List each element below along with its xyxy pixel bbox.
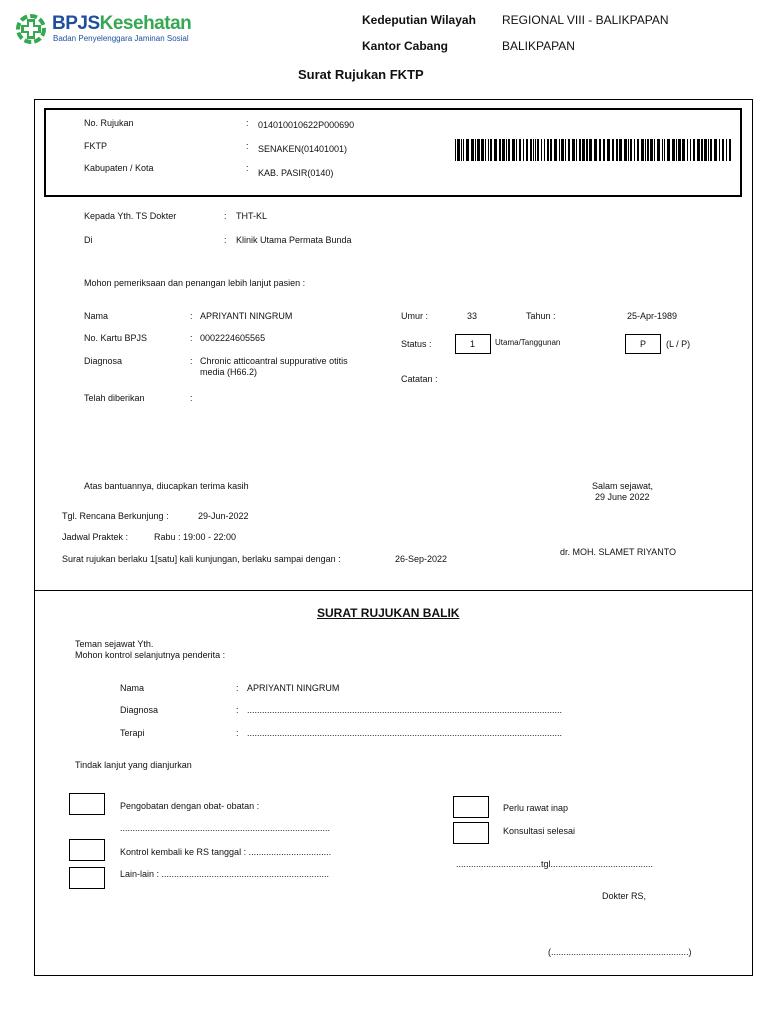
colon: :	[236, 728, 239, 738]
kartu-label: No. Kartu BPJS	[84, 333, 148, 343]
kedeputian-label: Kedeputian Wilayah	[362, 13, 476, 27]
kabupaten-label: Kabupaten / Kota	[84, 163, 154, 173]
option-lain-label: Lain-lain : ...................................................................	[120, 869, 330, 879]
option-obat-label: Pengobatan dengan obat- obatan :	[120, 801, 260, 811]
colon: :	[190, 311, 193, 321]
option-kontrol-label: Kontrol kembali ke RS tanggal : .................................	[120, 847, 332, 857]
no-rujukan-label: No. Rujukan	[84, 118, 134, 128]
di-label: Di	[84, 235, 93, 245]
no-rujukan-value: 014010010622P000690	[258, 120, 355, 130]
status-desc: Utama/Tanggunan	[495, 338, 561, 347]
salam-text: Salam sejawat,	[592, 481, 654, 491]
jadwal-label: Jadwal Praktek :	[62, 532, 129, 542]
document-frame	[34, 99, 753, 976]
option-rawat-label: Perlu rawat inap	[503, 803, 569, 813]
berlaku-value: 26-Sep-2022	[395, 554, 448, 564]
diagnosa-label: Diagnosa	[84, 356, 123, 366]
balik-diagnosa-label: Diagnosa	[120, 705, 159, 715]
di-value: Klinik Utama Permata Bunda	[236, 235, 352, 245]
kabupaten-value: KAB. PASIR(0140)	[258, 168, 334, 178]
jadwal-value: Rabu : 19:00 - 22:00	[154, 532, 237, 542]
kantor-value: BALIKPAPAN	[502, 39, 575, 53]
rencana-value: 29-Jun-2022	[198, 511, 249, 521]
mohon-text: Mohon pemeriksaan dan penangan lebih lanjut pasien :	[84, 278, 306, 288]
section-divider	[34, 590, 753, 591]
checkbox-kontrol[interactable]	[69, 839, 105, 861]
signature-line: (.......................................................)	[548, 947, 692, 957]
colon: :	[190, 333, 193, 343]
tgl-line: ..................................tgl.........................................	[456, 859, 654, 869]
kedeputian-value: REGIONAL VIII - BALIKPAPAN	[502, 13, 669, 27]
balik-title: SURAT RUJUKAN BALIK	[317, 606, 460, 620]
colon: :	[224, 211, 227, 221]
nama-label: Nama	[84, 311, 109, 321]
logo-name-bpjs: BPJS	[52, 13, 100, 34]
colon: :	[190, 356, 193, 366]
diagnosa-line2: media (H66.2)	[200, 367, 258, 377]
kartu-value: 0002224605565	[200, 333, 266, 343]
colon: :	[236, 705, 239, 715]
colon: :	[236, 683, 239, 693]
kantor-label: Kantor Cabang	[362, 39, 449, 53]
greeting-line2: Mohon kontrol selanjutnya penderita :	[75, 650, 226, 660]
dokter-rs-label: Dokter RS,	[602, 891, 647, 901]
colon: :	[224, 235, 227, 245]
status-value: 1	[470, 339, 476, 349]
balik-nama-value: APRIYANTI NINGRUM	[247, 683, 340, 693]
document-title: Surat Rujukan FKTP	[298, 67, 424, 82]
bpjs-logo	[16, 13, 196, 47]
tahun-value: 25-Apr-1989	[627, 311, 678, 321]
diagnosa-line1: Chronic atticoantral suppurative otitis	[200, 356, 348, 366]
checkbox-obat[interactable]	[69, 793, 105, 815]
colon: :	[246, 141, 249, 151]
logo-name-kesehatan: Kesehatan	[99, 13, 192, 34]
option-konsultasi-label: Konsultasi selesai	[503, 826, 576, 836]
tindak-label: Tindak lanjut yang dianjurkan	[75, 760, 192, 770]
colon: :	[246, 118, 249, 128]
closing-date: 29 June 2022	[595, 492, 650, 502]
option-obat-dots: ....................................................................................	[120, 823, 331, 833]
checkbox-rawat-inap[interactable]	[453, 796, 489, 818]
gender-desc: (L / P)	[666, 339, 691, 349]
fktp-value: SENAKEN(01401001)	[258, 144, 348, 154]
colon: :	[246, 163, 249, 173]
kepada-value: THT-KL	[236, 211, 268, 221]
logo-tagline: Badan Penyelenggara Jaminan Sosial	[53, 34, 189, 43]
doctor-name: dr. MOH. SLAMET RIYANTO	[560, 547, 677, 557]
berlaku-label: Surat rujukan berlaku 1[satu] kali kunjungan, berlaku sampai dengan :	[62, 554, 341, 564]
balik-diagnosa-dots: ..............................................................................................................................	[247, 705, 563, 715]
status-label: Status :	[401, 339, 432, 349]
catatan-label: Catatan :	[401, 374, 438, 384]
umur-value: 33	[467, 311, 478, 321]
balik-nama-label: Nama	[120, 683, 145, 693]
gender-value: P	[640, 339, 647, 349]
barcode-image	[455, 139, 733, 161]
fktp-label: FKTP	[84, 141, 108, 151]
checkbox-konsultasi[interactable]	[453, 822, 489, 844]
checkbox-lain[interactable]	[69, 867, 105, 889]
colon: :	[190, 393, 193, 403]
bpjs-logo-icon	[16, 14, 46, 44]
umur-label: Umur :	[401, 311, 428, 321]
greeting-line1: Teman sejawat Yth.	[75, 639, 154, 649]
balik-terapi-dots: ..............................................................................................................................	[247, 728, 563, 738]
telah-diberikan-label: Telah diberikan	[84, 393, 145, 403]
kepada-label: Kepada Yth. TS Dokter	[84, 211, 177, 221]
thanks-text: Atas bantuannya, diucapkan terima kasih	[84, 481, 249, 491]
rencana-label: Tgl. Rencana Berkunjung :	[62, 511, 169, 521]
nama-value: APRIYANTI NINGRUM	[200, 311, 293, 321]
balik-terapi-label: Terapi	[120, 728, 145, 738]
tahun-label: Tahun :	[526, 311, 556, 321]
